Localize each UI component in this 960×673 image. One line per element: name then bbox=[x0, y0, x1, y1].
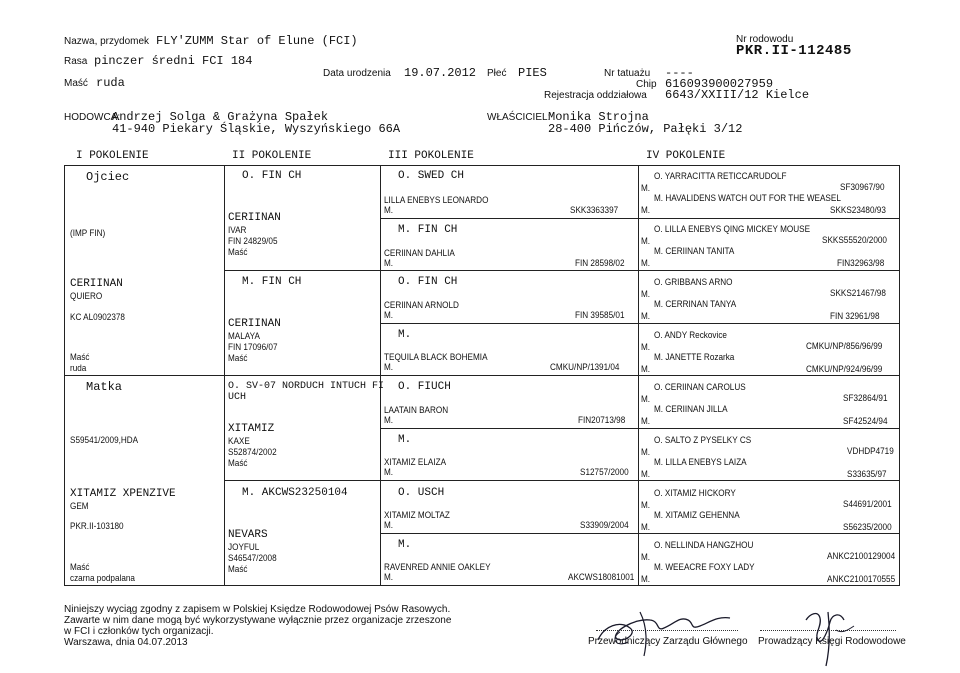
gen4-dam: M. HAVALIDENS WATCH OUT FOR THE WEASEL bbox=[654, 193, 841, 204]
gen2-color: Maść bbox=[228, 458, 248, 469]
gen4-m-marker: M. bbox=[641, 342, 651, 353]
gen2-name-line2: MALAYA bbox=[228, 331, 260, 342]
color-value: ruda bbox=[96, 76, 125, 90]
mother-color-label: Maść bbox=[70, 562, 90, 573]
gen3-name: LILLA ENEBYS LEONARDO bbox=[384, 195, 489, 206]
gen2-color: Maść bbox=[228, 564, 248, 575]
gen4-sire-registration: VDHDP4719 bbox=[847, 446, 894, 457]
grid-line bbox=[380, 323, 900, 324]
gen4-m-marker: M. bbox=[641, 311, 651, 322]
gen4-dam-registration: SF42524/94 bbox=[843, 416, 888, 427]
gen2-name-line2: IVAR bbox=[228, 225, 247, 236]
footer-statement-line1: Niniejszy wyciąg zgodny z zapisem w Polskiej Księdze Rodowodowej Psów Rasowych. bbox=[64, 604, 451, 615]
father-name-line2: QUIERO bbox=[70, 291, 103, 302]
gen4-dam-registration: FIN 32961/98 bbox=[830, 311, 880, 322]
grid-line bbox=[380, 533, 900, 534]
gen4-sire-registration: SF32864/91 bbox=[843, 393, 888, 404]
gen4-sire: O. CERIINAN CAROLUS bbox=[654, 382, 746, 393]
owner-address: 28-400 Pińczów, Pałęki 3/12 bbox=[548, 122, 743, 136]
gen4-dam: M. LILLA ENEBYS LAIZA bbox=[654, 457, 747, 468]
grid-line bbox=[64, 585, 900, 586]
gen4-m-marker: M. bbox=[641, 447, 651, 458]
gen2-color: Maść bbox=[228, 247, 248, 258]
gen3-m-marker: M. bbox=[384, 258, 394, 269]
gen3-m-marker: M. bbox=[384, 467, 394, 478]
grid-line bbox=[64, 375, 900, 376]
father-name-line1: CERIINAN bbox=[70, 278, 123, 290]
gen4-sire-registration: SF30967/90 bbox=[840, 182, 885, 193]
owner-name: Monika Strojna bbox=[548, 110, 649, 124]
gen2-title: O. FIN CH bbox=[242, 170, 302, 182]
gen4-m-marker: M. bbox=[641, 394, 651, 405]
gen2-registration: FIN 24829/05 bbox=[228, 236, 278, 247]
gen3-name: RAVENRED ANNIE OAKLEY bbox=[384, 562, 491, 573]
gen2-registration: S52874/2002 bbox=[228, 447, 277, 458]
gen4-sire-registration: SKKS21467/98 bbox=[830, 288, 886, 299]
gen4-dam: M. JANETTE Rozarka bbox=[654, 352, 735, 363]
grid-line bbox=[380, 428, 900, 429]
gen4-dam-registration: FIN32963/98 bbox=[837, 258, 885, 269]
gen3-title: O. SWED CH bbox=[398, 170, 465, 182]
dog-name: FLY'ZUMM Star of Elune (FCI) bbox=[156, 34, 358, 48]
grid-line bbox=[64, 165, 900, 166]
gen4-sire-registration: ANKC2100129004 bbox=[827, 551, 896, 562]
gen4-m-marker: M. bbox=[641, 416, 651, 427]
gen4-sire: O. ANDY Reckovice bbox=[654, 330, 727, 341]
gen4-m-marker: M. bbox=[641, 574, 651, 585]
father-color-label: Maść bbox=[70, 352, 90, 363]
gen4-sire-registration: SKKS55520/2000 bbox=[822, 235, 887, 246]
chip-label: Chip bbox=[636, 79, 657, 90]
sex-label: Płeć bbox=[487, 68, 507, 79]
registration-value: 6643/XXIII/12 Kielce bbox=[665, 88, 810, 102]
gen4-sire-registration: S44691/2001 bbox=[843, 499, 892, 510]
gen2-name-line1: XITAMIZ bbox=[228, 423, 275, 435]
gen4-m-marker: M. bbox=[641, 183, 651, 194]
gen3-title: M. bbox=[398, 539, 412, 551]
birth-value: 19.07.2012 bbox=[404, 66, 477, 80]
gen3-title: O. FIUCH bbox=[398, 381, 451, 393]
breeder-name: Andrzej Solga & Grażyna Spałek bbox=[112, 110, 329, 124]
breeder-address: 41-940 Piekary Śląskie, Wyszyńskiego 66A bbox=[112, 122, 401, 136]
gen4-dam-registration: CMKU/NP/924/96/99 bbox=[806, 364, 883, 375]
signature-chairman-icon bbox=[590, 598, 740, 660]
gen4-m-marker: M. bbox=[641, 289, 651, 300]
gen4-m-marker: M. bbox=[641, 364, 651, 375]
mother-color: czarna podpalana bbox=[70, 573, 135, 584]
gen4-sire-registration: CMKU/NP/856/96/99 bbox=[806, 341, 883, 352]
gen3-name: XITAMIZ MOLTAZ bbox=[384, 510, 450, 521]
gen3-name: CERIINAN DAHLIA bbox=[384, 248, 455, 259]
gen4-sire: O. XITAMIZ HICKORY bbox=[654, 488, 736, 499]
sex-value: PIES bbox=[518, 66, 547, 80]
gen3-m-marker: M. bbox=[384, 415, 394, 426]
footer-place-date: Warszawa, dnia 04.07.2013 bbox=[64, 637, 188, 648]
gen3-registration: FIN 39585/01 bbox=[575, 310, 625, 321]
pedigree-number-label: Nr rodowodu bbox=[736, 34, 794, 45]
father-registration: KC AL0902378 bbox=[70, 312, 125, 323]
gen4-m-marker: M. bbox=[641, 500, 651, 511]
generation-2-header: II POKOLENIE bbox=[232, 150, 312, 162]
gen3-m-marker: M. bbox=[384, 310, 394, 321]
gen3-registration: SKK3363397 bbox=[570, 205, 619, 216]
gen3-title: O. FIN CH bbox=[398, 276, 458, 288]
gen3-registration: FIN 28598/02 bbox=[575, 258, 625, 269]
signature-label-registrar: Prowadzący Księgi Rodowodowe bbox=[758, 636, 906, 647]
breed-value: pinczer średni FCI 184 bbox=[94, 54, 253, 68]
signature-label-chairman: Przewodniczący Zarządu Głównego bbox=[588, 636, 748, 647]
gen4-sire: O. GRIBBANS ARNO bbox=[654, 277, 733, 288]
gen3-m-marker: M. bbox=[384, 362, 394, 373]
gen4-m-marker: M. bbox=[641, 552, 651, 563]
mother-name-line2: GEM bbox=[70, 501, 89, 512]
gen4-m-marker: M. bbox=[641, 205, 651, 216]
gen4-sire: O. LILLA ENEBYS QING MICKEY MOUSE bbox=[654, 224, 811, 235]
gen3-registration: S33909/2004 bbox=[580, 520, 629, 531]
gen3-registration: S12757/2000 bbox=[580, 467, 629, 478]
mother-role: Matka bbox=[86, 380, 123, 394]
gen4-dam: M. CERIINAN JILLA bbox=[654, 404, 728, 415]
mother-pkr-number: PKR.II-103180 bbox=[70, 521, 124, 532]
grid-line bbox=[224, 270, 900, 271]
birth-label: Data urodzenia bbox=[323, 68, 391, 79]
tattoo-value: ---- bbox=[665, 66, 694, 80]
gen3-m-marker: M. bbox=[384, 520, 394, 531]
gen4-dam-registration: SKKS23480/93 bbox=[830, 205, 886, 216]
gen4-dam: M. CERRINAN TANYA bbox=[654, 299, 737, 310]
gen3-title: M. FIN CH bbox=[398, 224, 458, 236]
gen3-title: O. USCH bbox=[398, 487, 445, 499]
gen2-name-line1: CERIINAN bbox=[228, 212, 281, 224]
gen3-name: TEQUILA BLACK BOHEMIA bbox=[384, 352, 488, 363]
gen4-sire: O. SALTO Z PYSELKY CS bbox=[654, 435, 752, 446]
gen4-dam: M. WEEACRE FOXY LADY bbox=[654, 562, 755, 573]
gen4-dam: M. XITAMIZ GEHENNA bbox=[654, 510, 740, 521]
gen4-m-marker: M. bbox=[641, 469, 651, 480]
gen3-name: CERIINAN ARNOLD bbox=[384, 300, 459, 311]
gen3-title: M. bbox=[398, 329, 412, 341]
gen2-registration: FIN 17096/07 bbox=[228, 342, 278, 353]
gen4-m-marker: M. bbox=[641, 522, 651, 533]
gen2-registration: S46547/2008 bbox=[228, 553, 277, 564]
chip-value: 616093900027959 bbox=[665, 77, 774, 91]
grid-line bbox=[380, 218, 900, 219]
generation-1-header: I POKOLENIE bbox=[76, 150, 149, 162]
father-color: ruda bbox=[70, 363, 87, 374]
owner-label: WŁAŚCICIEL: bbox=[487, 112, 551, 123]
gen4-dam-registration: ANKC2100170555 bbox=[827, 574, 896, 585]
gen2-name-line2: JOYFUL bbox=[228, 542, 260, 553]
gen2-title: O. SV-07 NORDUCH INTUCH FI bbox=[228, 381, 385, 392]
gen3-registration: FIN20713/98 bbox=[578, 415, 626, 426]
generation-3-header: III POKOLENIE bbox=[388, 150, 474, 162]
mother-registration: S59541/2009,HDA bbox=[70, 435, 139, 446]
signature-registrar-icon bbox=[800, 600, 860, 668]
gen3-name: XITAMIZ ELAIZA bbox=[384, 457, 447, 468]
color-label: Maść bbox=[64, 78, 88, 89]
gen3-name: LAATAIN BARON bbox=[384, 405, 449, 416]
breed-label: Rasa bbox=[64, 56, 88, 67]
gen4-m-marker: M. bbox=[641, 258, 651, 269]
father-role: Ojciec bbox=[86, 170, 130, 184]
gen2-title: M. AKCWS23250104 bbox=[242, 487, 348, 499]
registration-label: Rejestracja oddziałowa bbox=[544, 90, 647, 101]
father-prefix: (IMP FIN) bbox=[70, 228, 106, 239]
gen4-sire: O. NELLINDA HANGZHOU bbox=[654, 540, 754, 551]
gen4-dam-registration: S33635/97 bbox=[847, 469, 887, 480]
gen3-m-marker: M. bbox=[384, 572, 394, 583]
gen4-dam-registration: S56235/2000 bbox=[843, 522, 892, 533]
mother-name-line1: XITAMIZ XPENZIVE bbox=[70, 488, 176, 500]
gen4-m-marker: M. bbox=[641, 236, 651, 247]
gen3-title: M. bbox=[398, 434, 412, 446]
tattoo-label: Nr tatuażu bbox=[604, 68, 651, 79]
gen3-registration: CMKU/NP/1391/04 bbox=[550, 362, 620, 373]
generation-4-header: IV POKOLENIE bbox=[646, 150, 726, 162]
gen2-title-line2: UCH bbox=[228, 392, 247, 403]
gen2-title: M. FIN CH bbox=[242, 276, 302, 288]
gen3-m-marker: M. bbox=[384, 205, 394, 216]
gen2-name-line1: NEVARS bbox=[228, 529, 268, 541]
gen2-name-line1: CERIINAN bbox=[228, 318, 281, 330]
gen4-sire: O. YARRACITTA RETICCARUDOLF bbox=[654, 171, 787, 182]
grid-line bbox=[224, 480, 900, 481]
footer-statement-line3: w FCI i członków tych organizacji. bbox=[64, 626, 214, 637]
gen2-color: Maść bbox=[228, 353, 248, 364]
gen2-name-line2: KAXE bbox=[228, 436, 250, 447]
pedigree-number: PKR.II-112485 bbox=[736, 43, 852, 59]
gen3-registration: AKCWS18081001 bbox=[568, 572, 635, 583]
footer-statement-line2: Zawarte w nim dane mogą być wykorzystywane wyłącznie przez organizacje zrzeszone bbox=[64, 615, 452, 626]
gen4-dam: M. CERIINAN TANITA bbox=[654, 246, 735, 257]
breeder-label: HODOWCA: bbox=[64, 112, 121, 123]
name-label: Nazwa, przydomek bbox=[64, 36, 150, 47]
